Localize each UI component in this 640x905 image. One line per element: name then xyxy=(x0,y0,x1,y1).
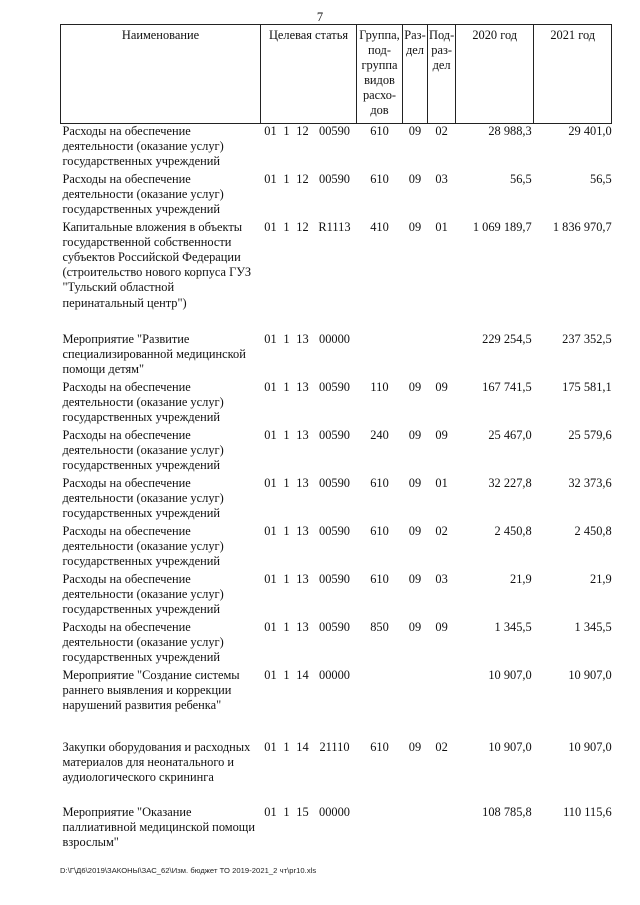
target-part-4: 00590 xyxy=(319,523,350,538)
expense-group xyxy=(357,332,403,380)
amount-2020: 1 345,5 xyxy=(494,619,532,634)
row-name: Расходы на обеспечение деятельности (оказание услуг) государственных учреждений xyxy=(62,379,224,424)
table-row xyxy=(61,805,612,853)
section-code xyxy=(403,332,428,380)
target-part-2: 1 xyxy=(283,523,290,538)
target-part-4: R1113 xyxy=(318,219,351,234)
target-part-3: 14 xyxy=(296,739,309,754)
amount-2020: 10 907,0 xyxy=(488,739,532,754)
target-part-3: 12 xyxy=(296,171,309,186)
target-part-3: 13 xyxy=(296,379,309,394)
subsection-code: 09 xyxy=(435,619,448,634)
target-part-2: 1 xyxy=(283,667,290,682)
amount-2021: 10 907,0 xyxy=(568,739,612,754)
section-code: 09 xyxy=(408,571,422,586)
page-number: 7 xyxy=(316,10,324,24)
target-part-3: 15 xyxy=(296,804,309,819)
target-part-4: 00000 xyxy=(319,667,350,682)
target-part-4: 00590 xyxy=(319,475,350,490)
section-code: 09 xyxy=(408,219,422,234)
target-part-3: 12 xyxy=(296,219,309,234)
target-part-3: 13 xyxy=(296,571,309,586)
target-part-4: 21110 xyxy=(319,739,350,754)
subsection-code: 02 xyxy=(435,523,448,538)
amount-2020: 25 467,0 xyxy=(488,427,532,442)
amount-2021: 2 450,8 xyxy=(574,523,612,538)
table-row xyxy=(61,172,612,220)
target-part-1: 01 xyxy=(264,619,277,634)
target-part-1: 01 xyxy=(264,571,277,586)
target-part-4: 00590 xyxy=(319,427,350,442)
table-body xyxy=(61,124,612,853)
row-name: Капитальные вложения в объекты государственной собственности субъектов Российской Федерации (строительство нового корпуса ГУЗ "Тульский областной перинатальный центр") xyxy=(62,219,252,310)
amount-2021: 29 401,0 xyxy=(568,124,612,138)
amount-2021: 32 373,6 xyxy=(568,475,612,490)
amount-2021: 21,9 xyxy=(590,571,612,586)
amount-2021: 25 579,6 xyxy=(568,427,612,442)
target-part-4: 00590 xyxy=(319,124,350,138)
table-row xyxy=(61,124,612,172)
section-code xyxy=(403,668,428,740)
subsection-code xyxy=(428,805,456,853)
table-row xyxy=(61,428,612,476)
table-row xyxy=(61,668,612,740)
header-target-article: Целевая статья xyxy=(261,25,357,124)
target-part-1: 01 xyxy=(264,523,277,538)
target-part-1: 01 xyxy=(264,124,277,138)
expense-group: 610 xyxy=(370,523,389,538)
target-part-1: 01 xyxy=(264,739,277,754)
subsection-code: 01 xyxy=(435,219,448,234)
target-part-3: 13 xyxy=(296,619,309,634)
expense-group: 850 xyxy=(370,619,389,634)
target-part-2: 1 xyxy=(283,219,290,234)
section-code xyxy=(403,805,428,853)
amount-2020: 28 988,3 xyxy=(488,124,532,138)
section-code: 09 xyxy=(408,619,422,634)
header-section: Раз-дел xyxy=(403,25,428,124)
expense-group: 610 xyxy=(370,171,389,186)
table-row xyxy=(61,220,612,332)
expense-group: 610 xyxy=(370,475,389,490)
table-row xyxy=(61,572,612,620)
file-path-footer: D:\Г\Д6\2019\ЗАКОНЫ\ЗАС_62\Изм. бюджет ТО 2019-2021_2 чт\pr10.xls xyxy=(60,866,317,875)
row-name: Расходы на обеспечение деятельности (оказание услуг) государственных учреждений xyxy=(62,171,224,216)
target-part-1: 01 xyxy=(264,219,277,234)
target-part-3: 13 xyxy=(296,427,309,442)
table-row xyxy=(61,476,612,524)
target-part-2: 1 xyxy=(283,619,290,634)
target-part-1: 01 xyxy=(264,427,277,442)
amount-2020: 229 254,5 xyxy=(482,331,532,346)
subsection-code xyxy=(428,332,456,380)
table-row xyxy=(61,740,612,805)
subsection-code: 09 xyxy=(435,379,448,394)
target-part-3: 13 xyxy=(296,331,309,346)
target-part-4: 00590 xyxy=(319,379,350,394)
target-part-2: 1 xyxy=(283,804,290,819)
section-code: 09 xyxy=(408,427,422,442)
amount-2020: 108 785,8 xyxy=(482,804,532,819)
subsection-code: 01 xyxy=(435,475,448,490)
row-name: Мероприятие "Создание системы раннего выявления и коррекции нарушений развития ребенка" xyxy=(62,667,240,712)
expense-group: 240 xyxy=(370,427,389,442)
target-part-1: 01 xyxy=(264,804,277,819)
amount-2020: 1 069 189,7 xyxy=(472,219,532,234)
section-code: 09 xyxy=(408,379,422,394)
target-part-3: 13 xyxy=(296,523,309,538)
section-code: 09 xyxy=(408,739,422,754)
target-part-4: 00590 xyxy=(319,571,350,586)
amount-2021: 56,5 xyxy=(590,171,612,186)
target-part-2: 1 xyxy=(283,571,290,586)
amount-2020: 32 227,8 xyxy=(488,475,532,490)
amount-2020: 10 907,0 xyxy=(488,667,532,682)
row-name: Расходы на обеспечение деятельности (оказание услуг) государственных учреждений xyxy=(62,427,224,472)
row-name: Мероприятие "Оказание паллиативной медицинской помощи взрослым" xyxy=(62,804,255,849)
expense-group: 610 xyxy=(370,571,389,586)
row-name: Расходы на обеспечение деятельности (оказание услуг) государственных учреждений xyxy=(62,523,224,568)
amount-2021: 237 352,5 xyxy=(562,331,612,346)
target-part-3: 12 xyxy=(296,124,309,138)
amount-2020: 2 450,8 xyxy=(494,523,532,538)
target-part-2: 1 xyxy=(283,475,290,490)
expense-group: 610 xyxy=(370,124,389,138)
table-row xyxy=(61,332,612,380)
budget-table xyxy=(60,24,612,853)
target-part-2: 1 xyxy=(283,171,290,186)
target-part-2: 1 xyxy=(283,331,290,346)
target-part-2: 1 xyxy=(283,379,290,394)
row-name: Расходы на обеспечение деятельности (оказание услуг) государственных учреждений xyxy=(62,571,224,616)
table-header xyxy=(61,25,612,124)
amount-2021: 110 115,6 xyxy=(563,804,612,819)
row-name: Расходы на обеспечение деятельности (оказание услуг) государственных учреждений xyxy=(62,124,224,169)
amount-2020: 167 741,5 xyxy=(482,379,532,394)
amount-2021: 1 345,5 xyxy=(574,619,612,634)
expense-group xyxy=(357,805,403,853)
subsection-code: 02 xyxy=(435,124,448,138)
target-part-4: 00590 xyxy=(319,171,350,186)
target-part-1: 01 xyxy=(264,171,277,186)
row-name: Мероприятие "Развитие специализированной медицинской помощи детям" xyxy=(62,331,246,376)
expense-group: 110 xyxy=(370,379,389,394)
target-part-1: 01 xyxy=(264,667,277,682)
table-row xyxy=(61,524,612,572)
target-part-4: 00000 xyxy=(319,331,350,346)
section-code: 09 xyxy=(408,523,422,538)
target-part-1: 01 xyxy=(264,331,277,346)
subsection-code: 09 xyxy=(435,427,448,442)
amount-2021: 175 581,1 xyxy=(562,379,612,394)
row-name: Расходы на обеспечение деятельности (оказание услуг) государственных учреждений xyxy=(62,619,224,664)
row-name: Расходы на обеспечение деятельности (оказание услуг) государственных учреждений xyxy=(62,475,224,520)
section-code: 09 xyxy=(408,171,422,186)
expense-group: 410 xyxy=(370,219,389,234)
subsection-code xyxy=(428,668,456,740)
row-name: Закупки оборудования и расходных материалов для неонатального и аудиологического скрининга xyxy=(62,739,251,784)
target-part-2: 1 xyxy=(283,427,290,442)
table-row xyxy=(61,380,612,428)
amount-2021: 10 907,0 xyxy=(568,667,612,682)
header-year-2021: 2021 год xyxy=(534,25,612,124)
target-part-1: 01 xyxy=(264,475,277,490)
target-part-3: 14 xyxy=(296,667,309,682)
header-expense-group: Группа, под-группа видов расхо-дов xyxy=(357,25,403,124)
subsection-code: 03 xyxy=(435,171,448,186)
target-part-4: 00000 xyxy=(319,804,350,819)
target-part-2: 1 xyxy=(283,124,290,138)
header-year-2020: 2020 год xyxy=(456,25,534,124)
amount-2020: 21,9 xyxy=(510,571,532,586)
expense-group xyxy=(357,668,403,740)
target-part-3: 13 xyxy=(296,475,309,490)
section-code: 09 xyxy=(408,124,422,138)
target-part-4: 00590 xyxy=(319,619,350,634)
table-row xyxy=(61,620,612,668)
header-name: Наименование xyxy=(61,25,261,124)
target-part-1: 01 xyxy=(264,379,277,394)
amount-2020: 56,5 xyxy=(510,171,532,186)
amount-2021: 1 836 970,7 xyxy=(552,219,612,234)
subsection-code: 02 xyxy=(435,739,448,754)
expense-group: 610 xyxy=(370,739,389,754)
header-subsection: Под-раз-дел xyxy=(428,25,456,124)
subsection-code: 03 xyxy=(435,571,448,586)
section-code: 09 xyxy=(408,475,422,490)
target-part-2: 1 xyxy=(283,739,290,754)
